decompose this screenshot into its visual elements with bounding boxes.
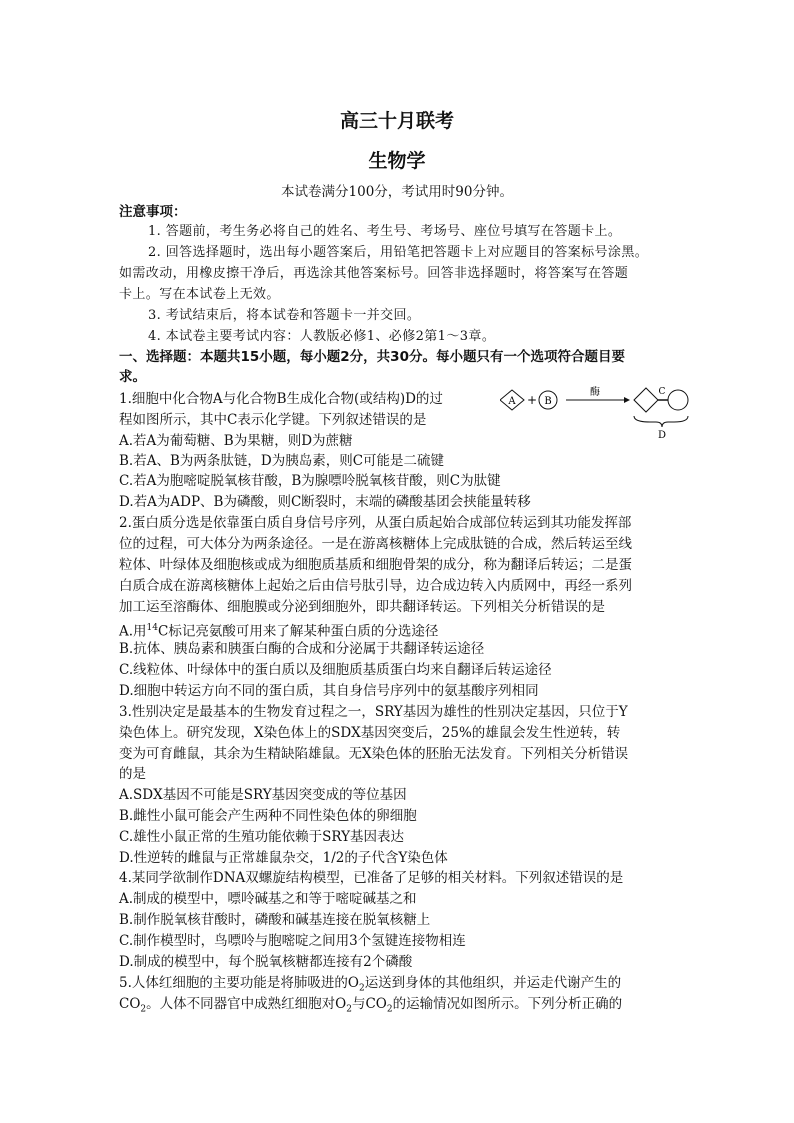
q4-option-a: A.制成的模型中，嘌呤碱基之和等于嘧啶碱基之和 [119,891,417,907]
q3-stem-3: 变为可育雌鼠，其余为生精缺陷雄鼠。无X染色体的胚胎无法发育。下列相关分析错误 [119,746,629,762]
label-d: D [657,430,667,440]
q3-option-b: B.雌性小鼠可能会产生两种不同性染色体的卵细胞 [119,808,417,824]
note-1: 1. 答题前，考生务必将自己的姓名、考生号、考场号、座位号填写在答题卡上。 [148,224,622,239]
co2-subscript-2: 2 [386,1004,393,1015]
q5-text-2: 运送到身体的其他组织，并运走代谢产生的 [364,975,622,991]
q1-stem-2: 程如图所示，其中C表示化学键。下列叙述错误的是 [119,412,427,428]
q5-stem-2 [119,995,622,1019]
q3-option-a: A.SDX基因不可能是SRY基因突变成的等位基因 [119,787,407,803]
note-2a: 2. 回答选择题时，选出每小题答案后，用铅笔把答题卡上对应题目的答案标号涂黑。 [148,245,649,260]
exam-info: 本试卷满分100分，考试用时90分钟。 [281,184,513,200]
brace-d [634,416,688,427]
q5-text-5: 与CO [351,996,387,1012]
q1-stem-1: 1.细胞中化合物A与化合物B生成化合物(或结构)D的过 [119,391,443,407]
q5-text-6: 的运输情况如图所示。下列分析正确的 [392,996,623,1012]
q2-option-b: B.抗体、胰岛素和胰蛋白酶的合成和分泌属于共翻译转运途径 [119,641,485,657]
note-4: 4. 本试卷主要考试内容：人教版必修1、必修2第1～3章。 [148,329,496,344]
o2-subscript-2: 2 [346,1004,352,1015]
q4-option-c: C.制作模型时，鸟嘌呤与胞嘧啶之间用3个氢键连接物相连 [119,933,466,949]
q2-stem-5: 加工运至溶酶体、细胞膜或分泌到细胞外，即共翻译转运。下列相关分析错误的是 [119,599,605,615]
q4-option-b: B.制作脱氧核苷酸时，磷酸和碱基连接在脱氧核糖上 [119,912,431,928]
isotope-superscript: 14 [146,623,158,633]
note-2c: 卡上。写在本试卷上无效。 [119,287,280,302]
q3-option-d: D.性逆转的雌鼠与正常雄鼠杂交，1/2的子代含Y染色体 [119,850,448,866]
q3-stem-2: 染色体上。研究发现，X染色体上的SDX基因突变后，25%的雄鼠会发生性逆转，转 [119,725,621,741]
q3-stem-1: 3.性别决定是最基本的生物发育过程之一，SRY基因为雄性的性别决定基因，只位于Y [119,704,628,720]
note-2b: 如需改动，用橡皮擦干净后，再选涂其他答案标号。回答非选择题时，将答案写在答题 [119,266,629,281]
q2-option-d: D.细胞中转运方向不同的蛋白质，其自身信号序列中的氨基酸序列相同 [119,683,539,699]
notes-heading: 注意事项： [119,204,187,220]
circle-product [668,390,688,410]
label-c: C [658,387,666,397]
q2-option-c: C.线粒体、叶绿体中的蛋白质以及细胞质基质蛋白均来自翻译后转运途径 [119,662,552,678]
q1-option-c: C.若A为胞嘧啶脱氧核苷酸，B为腺嘌呤脱氧核苷酸，则C为肽键 [119,473,501,489]
subject-title: 生物学 [368,150,426,172]
plus-sign: + [526,393,538,407]
section-heading: 一、选择题：本题共15小题，每小题2分，共30分。每小题只有一个选项符合题目要 [119,349,625,365]
q2-option-a-text: C标记亮氨酸可用来了解某种蛋白质的分选途径 [158,623,439,640]
q2-stem-1: 2.蛋白质分选是依靠蛋白质自身信号序列，从蛋白质起始合成部位转运到其功能发挥部 [119,515,632,531]
q1-option-d: D.若A为ADP、B为磷酸，则C断裂时，末端的磷酸基团会挟能量转移 [119,494,531,510]
q5-text-4: 。人体不同器官中成熟红细胞对O [146,996,347,1012]
arrow-head-icon [624,397,630,403]
q2-option-a-prefix: A.用 [119,623,147,640]
exam-title: 高三十月联考 [339,110,454,132]
q3-stem-4: 的是 [119,766,146,782]
co2-subscript: 2 [140,1004,147,1015]
q1-option-b: B.若A、B为两条肽链，D为胰岛素，则C可能是二硫键 [119,453,445,469]
q5-text-3: CO [119,996,141,1012]
q2-stem-3: 粒体、叶绿体及细胞核或成为细胞质基质和细胞骨架的成分，称为翻译后转运；二是蛋 [119,557,632,573]
q2-stem-2: 位的过程，可大体分为两条途径。一是在游离核糖体上完成肽链的合成，然后转运至线 [119,536,632,552]
o2-subscript: 2 [358,983,365,994]
q1-option-a: A.若A为葡萄糖、B为果糖，则D为蔗糖 [119,433,353,449]
label-a: A [508,396,516,407]
q4-stem: 4.某同学欲制作DNA双螺旋结构模型，已准备了足够的相关材料。下列叙述错误的是 [119,870,624,886]
label-b: B [544,396,552,407]
q3-option-c: C.雄性小鼠正常的生殖功能依赖于SRY基因表达 [119,829,405,845]
q5-text-1: 5.人体红细胞的主要功能是将肺吸进的O [119,975,359,991]
q4-option-d: D.制成的模型中，每个脱氧核糖都连接有2个磷酸 [119,954,413,970]
q2-stem-4: 白质合成在游离核糖体上起始之后由信号肽引导，边合成边转入内质网中，再经一系列 [119,578,632,594]
diamond-product [634,388,658,412]
enzyme-label: 酶 [590,387,600,398]
q2-option-a [119,619,438,641]
q1-reaction-diagram [500,382,700,440]
note-3: 3. 考试结束后，将本试卷和答题卡一并交回。 [148,308,421,323]
section-heading-cont: 求。 [119,369,146,385]
